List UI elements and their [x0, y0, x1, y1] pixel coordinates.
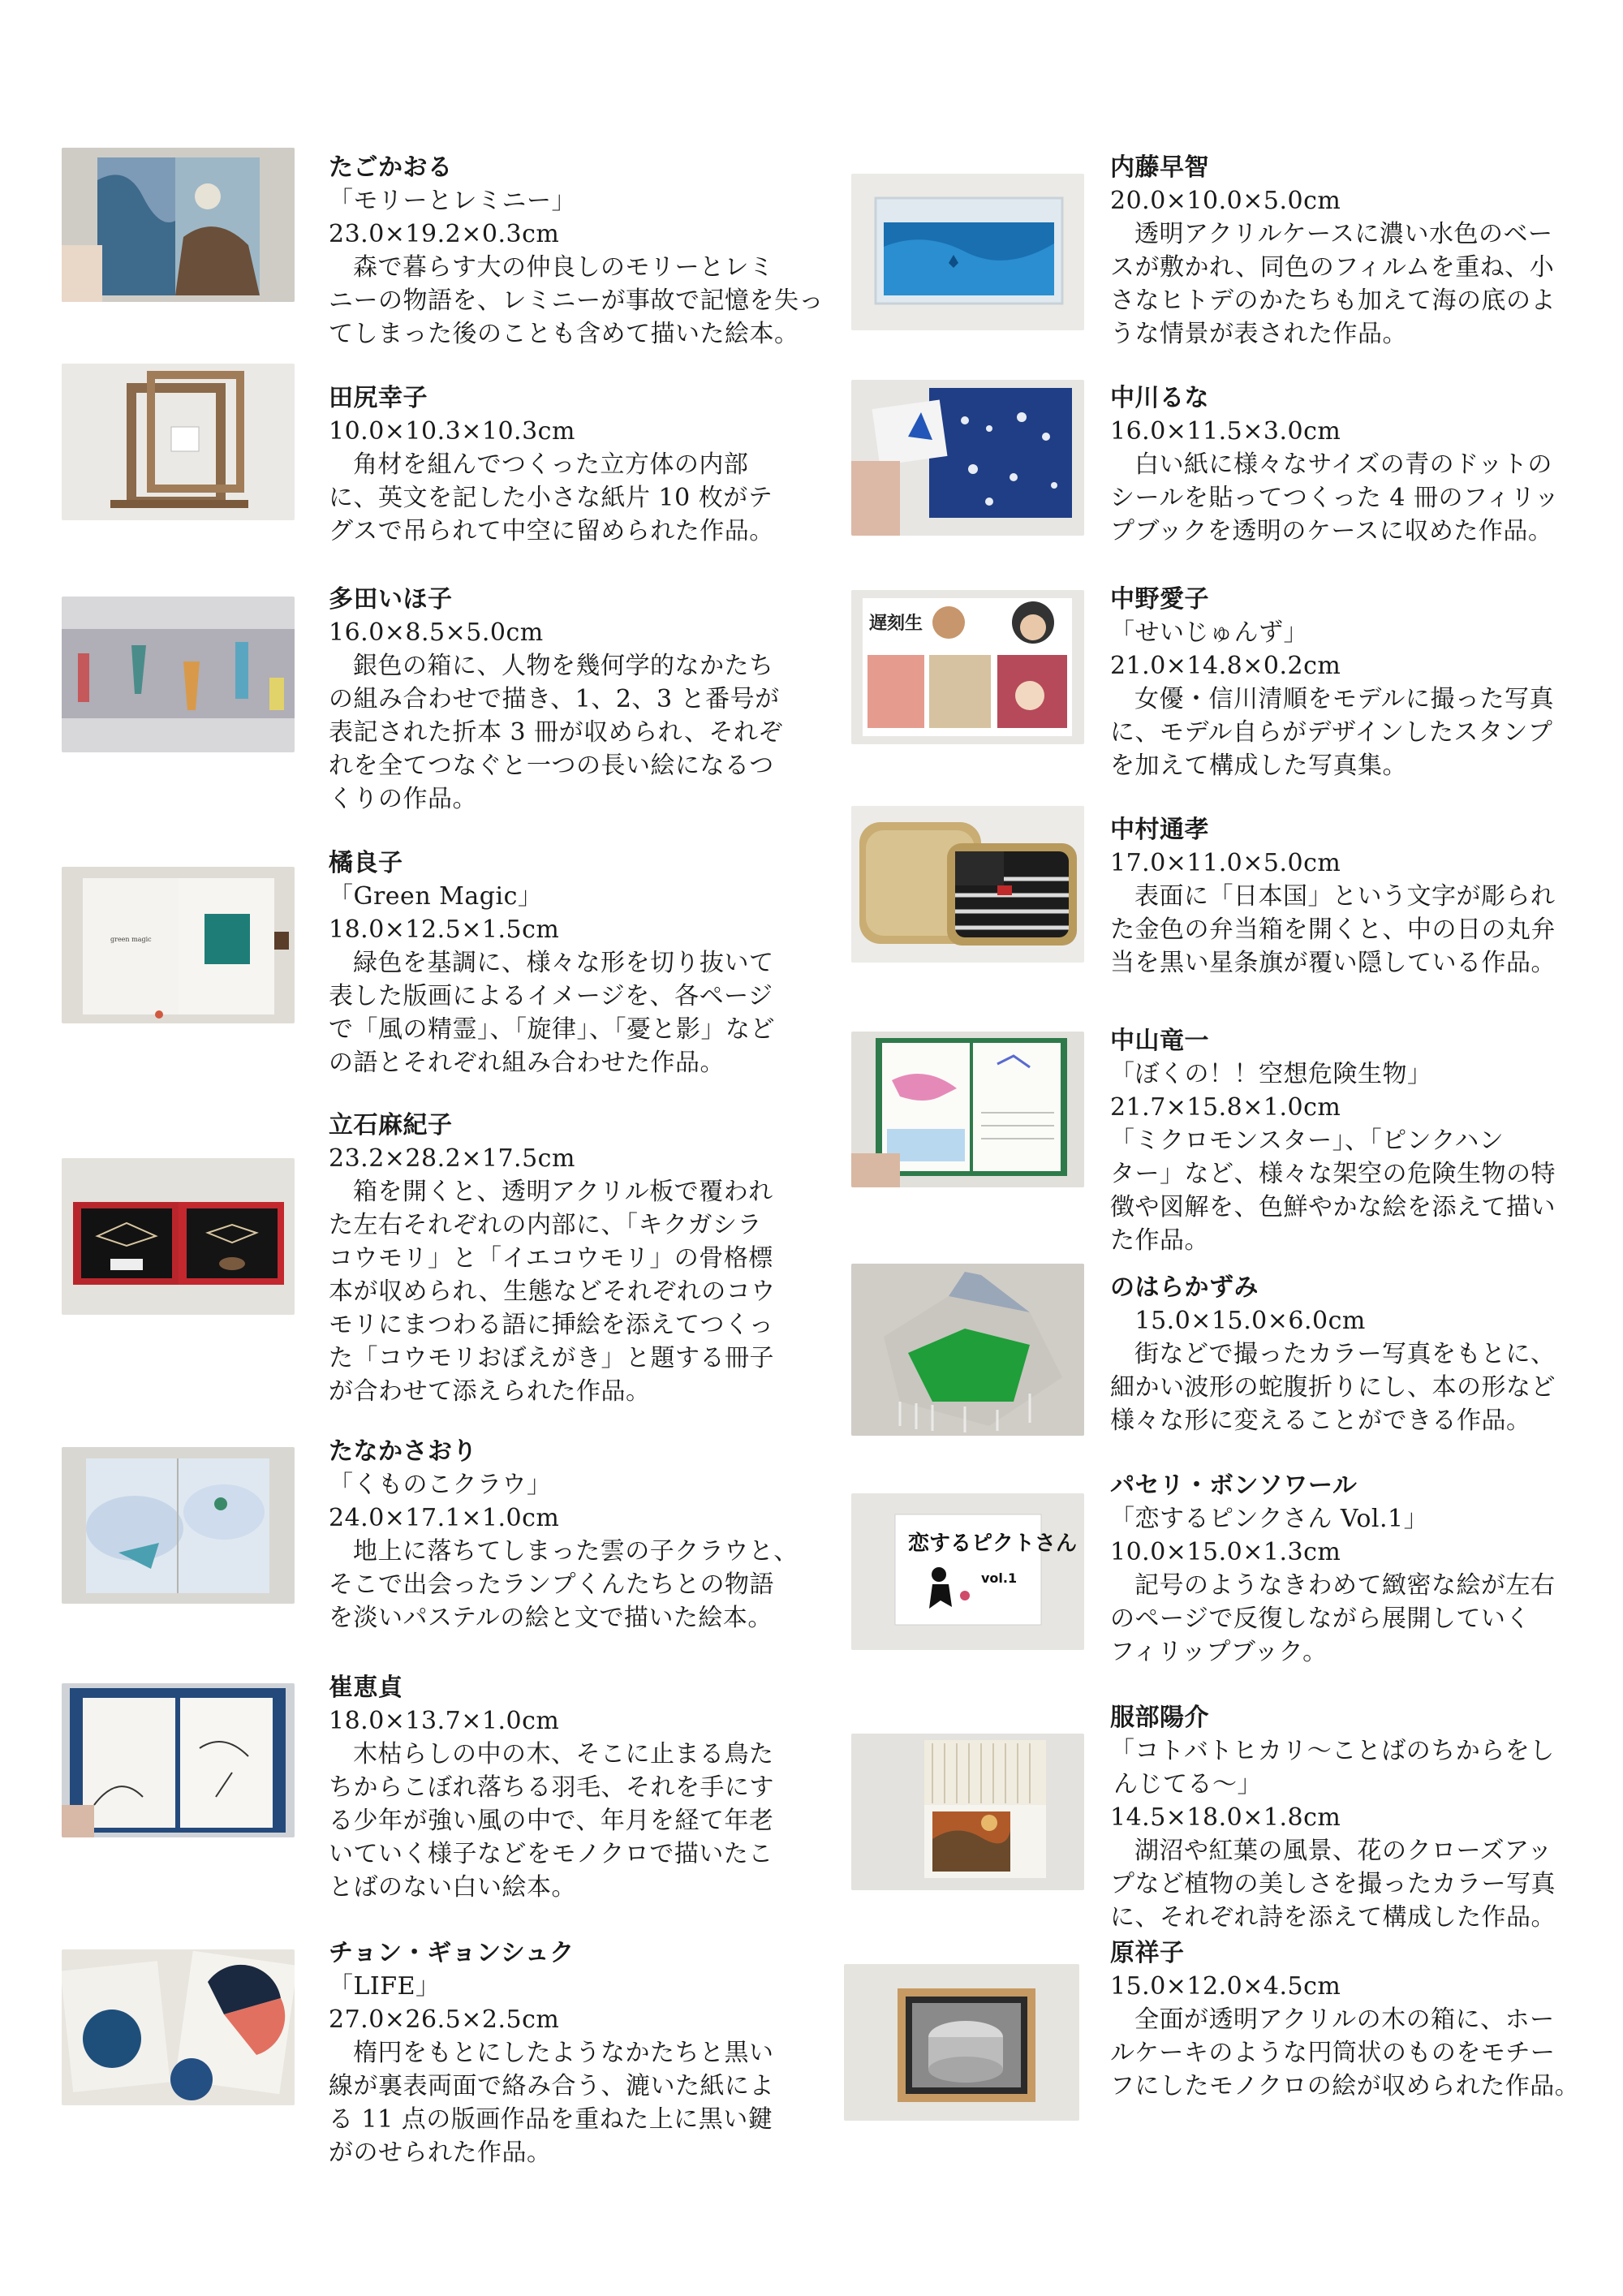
description-line: の語とそれぞれ組み合わせた作品。	[329, 1049, 725, 1077]
description-line: ニーの物語を、レミニーが事故で記憶を失っ	[329, 286, 824, 315]
entry-text	[329, 846, 775, 1079]
description-line: を加えて構成した写真集。	[1110, 752, 1407, 780]
description-line: ター」など、様々な架空の危険生物の特	[1110, 1160, 1556, 1188]
description-line: 湖沼や紅葉の風景、花のクローズアッ	[1134, 1837, 1552, 1865]
entry-text	[1110, 1936, 1579, 2103]
artist-name: のはらかずみ	[1110, 1273, 1259, 1302]
entry-text	[1110, 1024, 1556, 1257]
description-line: フィリップブック。	[1110, 1638, 1328, 1666]
description-line: 透明アクリルケースに濃い水色のベー	[1134, 220, 1553, 248]
work-title: 「モリーとレミニー」	[329, 187, 576, 215]
work-dimensions: 10.0×15.0×1.3cm	[1110, 1538, 1341, 1566]
work-dimensions: 20.0×10.0×5.0cm	[1110, 187, 1341, 215]
work-dimensions: 27.0×26.5×2.5cm	[329, 2005, 560, 2034]
description-line: うな情景が表された作品。	[1110, 320, 1407, 348]
description-line: さなヒトデのかたちも加えて海の底のよ	[1110, 286, 1556, 315]
description-line: に、英文を記した小さな紙片 10 枚がテ	[329, 484, 773, 512]
description-line: 様々な形に変えることができる作品。	[1110, 1406, 1531, 1435]
description-line: 角材を組んでつくった立方体の内部	[353, 450, 749, 479]
description-line: とばのない白い絵本。	[329, 1873, 576, 1902]
description-line: 木枯らしの中の木、そこに止まる鳥た	[353, 1740, 774, 1768]
shark-drawing-book-photo	[851, 1032, 1084, 1187]
description-line: 線が裏表両面で絡み合う、漉いた紙によ	[329, 2072, 774, 2100]
description-line: 全面が透明アクリルの木の箱に、ホー	[1134, 2005, 1555, 2034]
work-dimensions: 24.0×17.1×1.0cm	[329, 1504, 560, 1532]
circle-prints-photo	[62, 1949, 295, 2105]
description-line: ちからこぼれ落ちる羽毛、それを手にす	[329, 1773, 774, 1802]
entry-text	[329, 1435, 799, 1635]
description-line: る少年が強い風の中で、年月を経て年老	[329, 1807, 774, 1835]
description-line: くりの作品。	[329, 785, 477, 813]
description-line: シールを貼ってつくった 4 冊のフィリッ	[1110, 484, 1560, 512]
work-dimensions: 18.0×13.7×1.0cm	[329, 1707, 560, 1735]
entry-text	[329, 1671, 774, 1904]
description-line: てしまった後のことも含めて描いた絵本。	[329, 320, 799, 348]
artist-name: パセリ・ボンソワール	[1110, 1471, 1358, 1500]
work-dimensions: 18.0×12.5×1.5cm	[329, 915, 560, 944]
artist-name: 服部陽介	[1110, 1704, 1209, 1732]
description-line: のページで反復しながら展開していく	[1110, 1605, 1530, 1633]
monochrome-book-photo	[62, 1683, 295, 1837]
description-line: が合わせて添えられた作品。	[329, 1377, 651, 1406]
description-line: 表記された折本 3 冊が収められ、それぞ	[329, 718, 783, 747]
description-line: 当を黒い星条旗が覆い隠している作品。	[1110, 949, 1556, 977]
work-dimensions: 15.0×15.0×6.0cm	[1110, 1307, 1366, 1335]
work-title-continued: んじてる～」	[1113, 1770, 1262, 1798]
pastel-picture-book-photo	[62, 1447, 295, 1604]
folding-book-photo	[62, 597, 295, 752]
description-line: 白い紙に様々なサイズの青のドットの	[1134, 450, 1552, 479]
work-dimensions: 21.7×15.8×1.0cm	[1110, 1093, 1341, 1122]
work-title: 「ぼくの！！空想危険生物」	[1110, 1060, 1432, 1088]
description-line: 徴や図解を、色鮮やかな絵を添えて描い	[1110, 1193, 1556, 1221]
work-dimensions: 16.0×11.5×3.0cm	[1110, 417, 1341, 446]
work-dimensions: 14.5×18.0×1.8cm	[1110, 1803, 1341, 1832]
bat-skeleton-box-photo	[62, 1158, 295, 1315]
artist-name: たなかさおり	[329, 1437, 477, 1466]
entry-text	[1110, 1271, 1556, 1437]
work-dimensions: 23.2×28.2×17.5cm	[329, 1144, 575, 1173]
description-line: た「コウモリおぼえがき」と題する冊子	[329, 1344, 774, 1372]
acrylic-sea-case-photo	[851, 174, 1084, 330]
description-line: 「ミクロモンスター」、「ピンクハン	[1110, 1126, 1505, 1155]
work-title: 「恋するピンクさん Vol.1」	[1110, 1505, 1429, 1533]
artist-name: 内藤早智	[1110, 153, 1209, 182]
artist-name: 中山竜一	[1110, 1027, 1209, 1055]
description-line: た作品。	[1110, 1226, 1209, 1255]
artist-name: たごかおる	[329, 153, 453, 182]
description-line: た金色の弁当箱を開くと、中の日の丸弁	[1110, 915, 1556, 944]
description-line: がのせられた作品。	[329, 2139, 552, 2167]
acrylic-wood-box-photo	[844, 1964, 1079, 2121]
green-print-book-photo	[62, 867, 295, 1023]
artist-name: 中村通孝	[1110, 816, 1209, 844]
entry-text	[329, 1109, 776, 1408]
description-line: いていく様子などをモノクロで描いたこ	[329, 1840, 773, 1868]
artist-name: 中野愛子	[1110, 585, 1209, 614]
entry-text	[329, 1936, 774, 2169]
description-line: に、モデル自らがデザインしたスタンプ	[1110, 718, 1553, 747]
description-line: フにしたモノクロの絵が収められた作品。	[1110, 2072, 1580, 2100]
photo-caption-text: green magic	[110, 936, 152, 943]
description-line: モリにまつわる語に挿絵を添えてつくっ	[329, 1311, 774, 1339]
description-line: そこで出会ったランプくんたちとの物語	[329, 1570, 774, 1599]
photo-collage-photo	[851, 590, 1084, 744]
description-line: 箱を開くと、透明アクリル板で覆われ	[353, 1178, 773, 1206]
description-line: 本が収められ、生態などそれぞれのコウ	[329, 1277, 776, 1306]
artist-name: 崔恵貞	[329, 1674, 403, 1702]
work-dimensions: 10.0×10.3×10.3cm	[329, 417, 575, 446]
description-line: 緑色を基調に、様々な形を切り抜いて	[353, 949, 774, 977]
wooden-cube-photo	[62, 364, 295, 520]
artist-name: 中川るな	[1110, 384, 1209, 412]
entry-text	[1110, 583, 1554, 782]
picture-book-spread-photo	[62, 148, 295, 302]
pictogram-flipbook-photo	[851, 1493, 1084, 1650]
description-line: ルケーキのような円筒状のものをモチー	[1110, 2039, 1556, 2067]
artist-name: 田尻幸子	[329, 384, 428, 412]
description-line: コウモリ」と「イエコウモリ」の骨格標	[329, 1244, 773, 1273]
description-line: 楕円をもとにしたようなかたちと黒い	[353, 2039, 774, 2067]
description-line: の組み合わせで描き、1、2、3 と番号が	[329, 685, 780, 713]
artist-name: 多田いほ子	[329, 585, 453, 614]
work-dimensions: 16.0×8.5×5.0cm	[329, 618, 544, 647]
accordion-photo-photo	[851, 1264, 1084, 1436]
description-line: で「風の精霊」、「旋律」、「憂と影」など	[329, 1015, 775, 1044]
entry-text	[329, 583, 783, 816]
description-line: プなど植物の美しさを撮ったカラー写真	[1110, 1870, 1556, 1898]
description-line: を淡いパステルの絵と文で描いた絵本。	[329, 1604, 773, 1632]
description-line: 街などで撮ったカラー写真をもとに、	[1134, 1340, 1556, 1368]
work-title: 「Green Magic」	[329, 882, 543, 911]
work-dimensions: 17.0×11.0×5.0cm	[1110, 849, 1341, 877]
description-line: に、それぞれ詩を添えて構成した作品。	[1110, 1903, 1556, 1932]
entry-text	[1110, 1701, 1556, 1934]
description-line: グスで吊られて中空に留められた作品。	[329, 517, 774, 545]
work-dimensions: 23.0×19.2×0.3cm	[329, 220, 560, 248]
description-line: 女優・信川清順をモデルに撮った写真	[1134, 685, 1554, 713]
description-line: 細かい波形の蛇腹折りにし、本の形など	[1110, 1373, 1556, 1402]
description-line: プブックを透明のケースに収めた作品。	[1110, 517, 1553, 545]
flipbook-cover-vol: vol.1	[981, 1570, 1018, 1586]
description-line: る 11 点の版画作品を重ねた上に黒い鍵	[329, 2105, 773, 2134]
artist-name: 橘良子	[329, 849, 403, 877]
entry-text	[1110, 1469, 1556, 1669]
gold-lunchbox-photo	[851, 806, 1084, 963]
description-line: 地上に落ちてしまった雲の子クラウと、	[353, 1537, 799, 1566]
collage-caption-text: 遅刻生	[869, 613, 923, 634]
work-dimensions: 15.0×12.0×4.5cm	[1110, 1972, 1341, 2001]
spiral-photo-book-photo	[851, 1734, 1084, 1890]
description-line: 記号のようなきわめて緻密な絵が左右	[1134, 1571, 1556, 1600]
description-line: れを全てつなぐと一つの長い絵になるつ	[329, 752, 774, 780]
work-title: 「コトバトヒカリ～ことばのちからをし	[1110, 1737, 1555, 1765]
artist-name: 立石麻紀子	[329, 1111, 453, 1139]
description-line: 森で暮らす大の仲良しのモリーとレミ	[353, 253, 774, 282]
description-line: スが敷かれ、同色のフィルムを重ね、小	[1110, 253, 1555, 282]
dot-flipbooks-photo	[851, 380, 1084, 536]
work-dimensions: 21.0×14.8×0.2cm	[1110, 652, 1341, 680]
entry-text	[1110, 813, 1556, 980]
artist-name: チョン・ギョンシュク	[329, 1939, 575, 1967]
description-line: 表面に「日本国」という文字が彫られ	[1134, 882, 1556, 911]
artist-name: 原祥子	[1110, 1939, 1185, 1967]
description-line: 表した版画によるイメージを、各ページ	[329, 982, 773, 1010]
flipbook-cover-title: 恋するピクトさん	[908, 1531, 1078, 1556]
work-title: 「せいじゅんず」	[1110, 618, 1308, 647]
entry-text	[329, 381, 774, 548]
description-line: 銀色の箱に、人物を幾何学的なかたち	[353, 652, 774, 680]
description-line: た左右それぞれの内部に、「キクガシラ	[329, 1211, 762, 1239]
entry-text	[1110, 381, 1559, 548]
entry-text	[329, 151, 824, 351]
entry-text	[1110, 151, 1556, 351]
work-title: 「くものこクラウ」	[329, 1471, 552, 1499]
work-title: 「LIFE」	[329, 1972, 441, 2001]
